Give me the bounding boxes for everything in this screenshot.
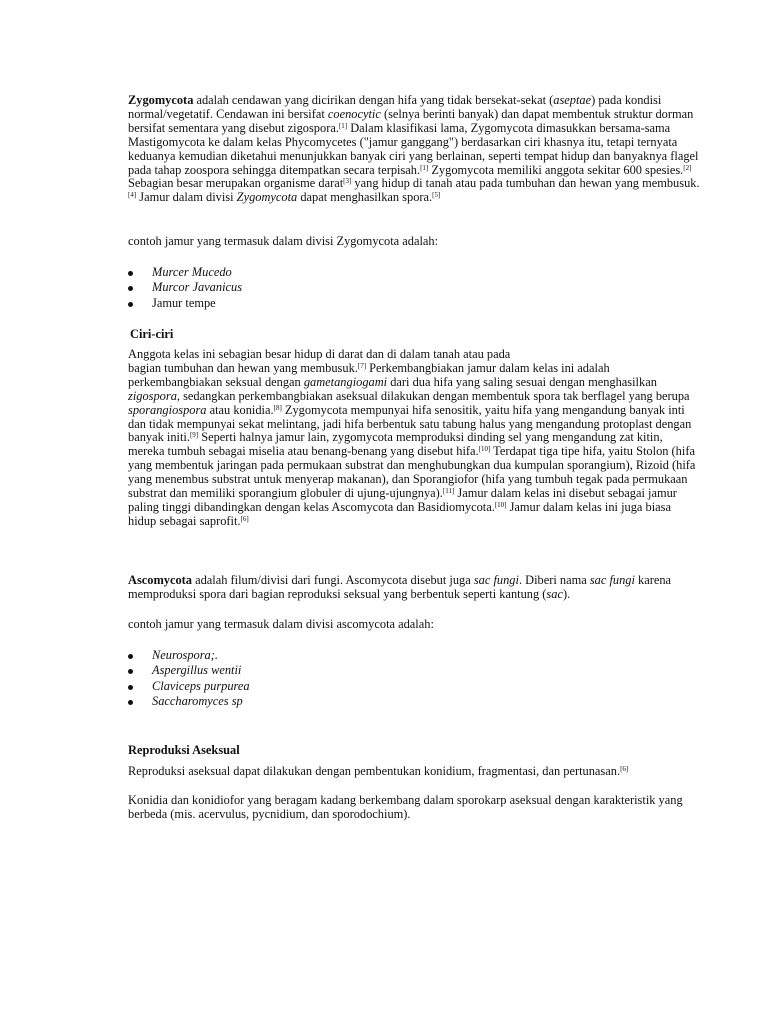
text-run: dapat menghasilkan spora. [297,190,433,205]
text-run: ). [562,586,571,601]
citation-link[interactable]: [6] [240,514,249,523]
text-run: atau konidia. [206,402,274,417]
text-run: Jamur dalam kelas ini disebut sebagai jamur paling tinggi dibandingkan dengan kelas Ascomycota dan Basidiomycota. [128,486,677,514]
zygomycota-paragraph [128,94,700,205]
citation-link[interactable]: [8] [273,403,282,412]
zygomycota-term: Zygomycota [128,93,194,107]
ciri-ciri-paragraph [128,348,700,529]
ascomycota-term: Ascomycota [128,573,192,587]
ascomycota-paragraph [128,574,700,602]
bullet-icon [128,685,133,690]
reproduksi-paragraph-1 [128,765,700,779]
bullet-icon [128,271,133,276]
list-item-text: Aspergillus wentii [152,663,242,678]
citation-link[interactable]: [6] [620,765,629,773]
list-item-text: Murcer Mucedo [152,265,232,279]
citation-link[interactable]: [9] [189,431,199,440]
zygomycota-examples-intro: contoh jamur yang termasuk dalam divisi Zygomycota adalah: [128,234,439,248]
term-sac-fungi: sac fungi [473,573,519,587]
text-run: Zygomycota memiliki anggota sekitar 600 spesies. [428,162,684,177]
bullet-icon [128,669,133,674]
citation-link[interactable]: [1] [338,121,348,130]
citation-link[interactable]: [10] [478,445,491,454]
citation-link[interactable]: [3] [343,177,352,186]
list-item-text: Saccharomyces sp [152,693,243,708]
text-run: Dalam klasifikasi lama, Zygomycota dimasukkan bersama-sama Mastigomycota ke dalam kelas Phycomycetes ("jamur ganggang") berdasarkan ciri khasnya itu, tetapi ternyata keduanya kemudian diketahui menunjukkan banyak ciri yang berlainan, seperti tempat hidup dan banyaknya flagel pada tahap zoospora sehingga ditempatkan secara terpisah. [128,120,699,177]
list-item [128,266,700,281]
text-run: Jamur dalam divisi [136,190,237,205]
list-item [128,297,700,312]
text-run: . Diberi nama [518,573,590,587]
citation-link[interactable]: [5] [432,191,441,200]
list-item-text: Murcor Javanicus [152,280,243,295]
text-run: Sebagian besar merupakan organisme darat [128,176,344,191]
text-run: ) pada kondisi normal/vegetatif. Cendawan ini bersifat [128,93,662,121]
list-item [128,680,700,695]
text-run: Reproduksi aseksual dapat dilakukan dengan pembentukan konidium, fragmentasi, dan pertunasan. [128,764,621,778]
reproduksi-paragraph-2: Konidia dan konidiofor yang beragam kadang berkembang dalam sporokarp aseksual dengan karakteristik yang berbeda (mis. acervulus, pycnidium, dan sporodochium). [128,793,683,821]
ciri-ciri-heading: Ciri-ciri [130,327,174,341]
term-aseptae: aseptae [553,93,592,107]
ascomycota-examples-intro: contoh jamur yang termasuk dalam divisi ascomycota adalah: [128,617,434,631]
text-run: Perkembangbiakan jamur dalam kelas ini adalah perkembangbiakan seksual dengan [128,360,610,389]
ascomycota-examples-list [128,649,700,710]
text-run: karena memproduksi spora dari bagian reproduksi seksual yang berbentuk seperti kantung ( [128,573,672,601]
text-run: Jamur dalam kelas ini juga biasa hidup sebagai saprofit. [128,499,671,528]
bullet-icon [128,302,133,307]
list-item [128,649,700,664]
text-run: yang hidup di tanah atau pada tumbuhan dan hewan yang membusuk. [351,176,700,191]
text-run: adalah cendawan yang dicirikan dengan hifa yang tidak bersekat-sekat ( [193,93,554,107]
term-zigospora: zigospora [128,388,177,403]
term-coenocytic: coenocytic [327,106,381,121]
citation-link[interactable]: [11] [442,487,455,496]
list-item [128,281,700,296]
text-run: Seperti halnya jamur lain, zygomycota memproduksi dinding sel yang mengandung zat kitin, mereka tumbuh sebagai miselia atau benang-benang yang disebut hifa. [128,430,663,459]
text-run: Terdapat tiga tipe hifa, yaitu Stolon (hifa yang membentuk jaringan pada permukaan substrat dan menghubungkan dua kumpulan sporangium), Rizoid (hifa yang menembus substrat untuk menyerap makanan), dan Sporangiofor (hifa yang tumbuh tegak pada permukaan substrat dan memiliki sporangium globuler di ujung-ujungnya). [128,444,696,501]
term-sac: sac [546,586,563,601]
zygomycota-examples-list [128,266,700,312]
bullet-icon [128,654,133,659]
citation-link[interactable]: [1] [420,163,429,172]
list-item [128,664,700,679]
list-item-text: Neurospora;. [152,648,218,662]
citation-link[interactable]: [7] [357,361,367,370]
text-run: dari dua hifa yang saling sesuai dengan menghasilkan [387,374,657,389]
text-run: adalah filum/divisi dari fungi. Ascomycota disebut juga [192,573,474,587]
text-run: (selnya berinti banyak) dan dapat membentuk struktur dorman bersifat sementara yang disebut zigospora. [128,106,694,135]
bullet-icon [128,286,133,291]
citation-link[interactable]: [2] [683,163,692,172]
term-gametangiogami: gametangiogami [303,374,388,389]
term-sporangiospora: sporangiospora [128,402,207,417]
list-item [128,695,700,710]
citation-link[interactable]: [10] [494,500,507,509]
list-item-text: Jamur tempe [152,295,216,310]
bullet-icon [128,700,133,705]
term-sac-fungi: sac fungi [589,573,635,587]
term-zygomycota: Zygomycota [236,190,298,205]
text-run: bagian tumbuhan dan hewan yang membusuk. [128,360,358,375]
text-run: , sedangkan perkembangbiakan aseksual dilakukan dengan membentuk spora tak berflagel yang berupa [176,388,690,403]
citation-link[interactable]: [4] [128,191,137,200]
text-run: Zygomycota mempunyai hifa senositik, yaitu hifa yang mengandung banyak inti dan tidak mempunyai sekat melintang, jadi hifa berbentuk satu tabung halus yang mengandung protoplast dengan banyak initi. [128,402,692,445]
text-run: Anggota kelas ini sebagian besar hidup di darat dan di dalam tanah atau pada [128,347,511,361]
list-item-text: Claviceps purpurea [152,678,250,693]
reproduksi-aseksual-heading: Reproduksi Aseksual [128,743,240,757]
